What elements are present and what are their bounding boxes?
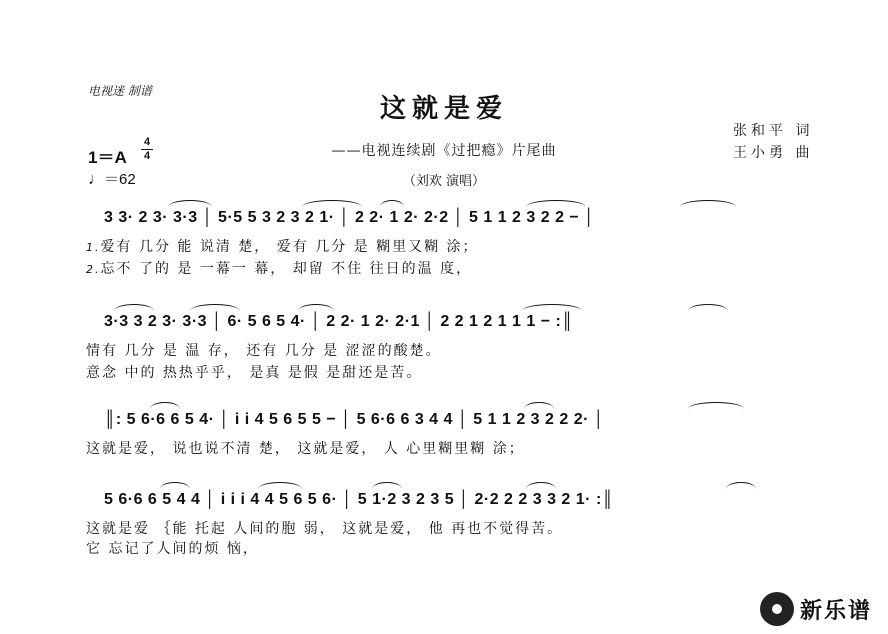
- lyric-line-1: [86, 340, 442, 360]
- song-subtitle: ——电视连续剧《过把瘾》片尾曲: [331, 143, 557, 159]
- notes-text: 3 3· 2 3· 3·3 │ 5·5 5 3 2 3 2 1· │ 2 2· 1 2· 2·2 │ 5 1 1 2 3 2 2 − │: [104, 209, 595, 226]
- notes-text: 5 6·6 6 5 4 4 │ i i i 4 4 5 6 5 6· │ 5 1·2 3 2 3 5 │ 2·2 2 2 3 3 2 1· :║: [104, 491, 614, 508]
- notes-line: [86, 488, 816, 514]
- singer-credit: （刘欢 演唱）: [402, 174, 486, 189]
- notes-line: [86, 310, 816, 336]
- lyric-text: 它 忘记了人间的烦 恼，: [86, 541, 259, 557]
- logo-text: 新乐谱: [799, 598, 872, 624]
- composer-credit: 王小勇 曲: [733, 145, 814, 161]
- notes-text: ║: 5 6·6 6 5 4· │ i i 4 5 6 5 5 − │ 5 6·6 6 3 4 4 │ 5 1 1 2 3 2 2 2· │: [104, 411, 605, 428]
- lyric-text: 忘不 了的 是 一幕一 幕， 却留 不住 往日的温 度，: [100, 261, 473, 277]
- tempo-value: ＝62: [104, 171, 136, 188]
- lyric-text: 意念 中的 热热乎乎， 是真 是假 是甜还是苦。: [86, 365, 423, 381]
- notes-line: [86, 206, 816, 232]
- time-signature: [140, 137, 154, 162]
- verse-index: 1.: [86, 241, 101, 254]
- notes-line: [86, 408, 816, 434]
- verse-index: 2.: [86, 263, 101, 276]
- lyric-line-1: [86, 438, 525, 458]
- quarter-note-icon: ♩: [88, 171, 104, 188]
- lyric-line-1: [86, 518, 563, 538]
- lyric-text: 这就是爱， 说也说不清 楚， 这就是爱， 人 心里糊里糊 涂；: [86, 441, 525, 457]
- lyric-line-2: [86, 258, 472, 278]
- lyric-line-2: [86, 538, 259, 558]
- song-title: 这就是爱: [379, 94, 508, 124]
- time-signature-top: 4: [143, 136, 151, 148]
- lyric-line-2: [86, 362, 422, 382]
- site-logo: [760, 592, 872, 626]
- score-maker: 电视迷 制谱: [88, 84, 152, 98]
- tempo-marking: [88, 168, 136, 189]
- lyric-line-1: [86, 236, 479, 256]
- key-signature: 1＝A: [88, 148, 127, 167]
- time-signature-bottom: 4: [143, 150, 151, 162]
- lyric-text: 情有 几分 是 温 存， 还有 几分 是 涩涩的酸楚。: [86, 343, 442, 359]
- notes-text: 3·3 3 2 3· 3·3 │ 6· 5 6 5 4· │ 2 2· 1 2· 2·1 │ 2 2 1 2 1 1 1 − :║: [104, 313, 574, 330]
- lyric-text: 这就是爱 ｛能 托起 人间的胞 弱， 这就是爱， 他 再也不觉得苦。: [86, 521, 564, 537]
- lyric-text: 爱有 几分 能 说清 楚， 爱有 几分 是 糊里又糊 涂；: [100, 239, 479, 255]
- vinyl-disc-icon: [760, 592, 794, 626]
- lyricist-credit: 张和平 词: [733, 123, 814, 139]
